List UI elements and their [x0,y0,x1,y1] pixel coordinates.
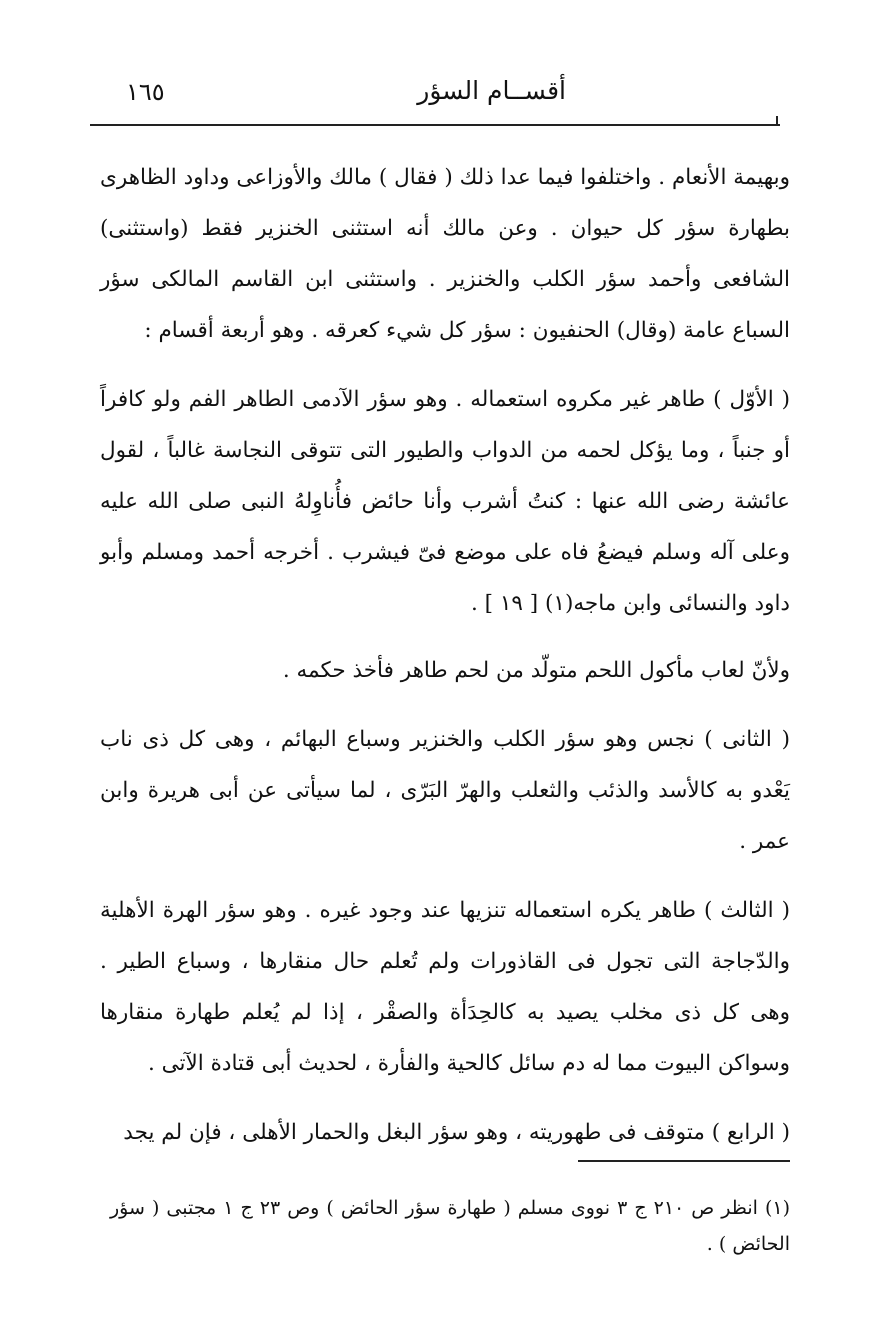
paragraph-fourth-category: ( الرابع ) متوقف فى طهوريته ، وهو سؤر البغل والحمار الأهلى ، فإن لم يجد [123,1120,790,1145]
page-header [96,72,786,116]
paragraph-first-category: ( الأوّل ) طاهر غير مكروه استعماله . وهو سؤر الآدمى الطاهر الفم ولو كافراً أو جنباً ، وما يؤكل لحمه من الدواب والطيور التى تتوقى النجاسة غالباً ، لقول عائشة رضى الله عنها : كنتُ أشرب وأنا حائض فأُناوِلهُ النبى صلى الله عليه وعلى آله وسلم فيضعُ فاه على موضع فىّ فيشرب . أخرجه أحمد ومسلم وأبو داود والنسائى وابن ماجه(١) [ ١٩ ] . [100,387,790,616]
page-number: ١٦٥ [126,78,165,106]
running-title: أقســام السؤر [417,76,566,105]
paragraph-intro: وبهيمة الأنعام . واختلفوا فيما عدا ذلك ( فقال ) مالك والأوزاعى وداود الظاهرى بطهارة سؤر كل حيوان . وعن مالك أنه استثنى الخنزير فقط (واستثنى) الشافعى وأحمد سؤر الكلب والخنزير . واستثنى ابن القاسم المالكى سؤر السباع عامة (وقال) الحنفيون : سؤر كل شيء كعرقه . وهو أربعة أقسام : [100,165,790,343]
paragraph-second-category: ( الثانى ) نجس وهو سؤر الكلب والخنزير وسباع البهائم ، وهى كل ذى ناب يَعْدو به كالأسد والذئب والثعلب والهرّ البَرّى ، لما سيأتى عن أبى هريرة وابن عمر . [100,727,790,854]
paragraph-third-category: ( الثالث ) طاهر يكره استعماله تنزيها عند وجود غيره . وهو سؤر الهرة الأهلية والدّجاجة التى تجول فى القاذورات ولم تُعلم حال منقارها ، وسباع الطير . وهى كل ذى مخلب يصيد به كالحِدَأة والصقْر ، إذا لم يُعلم طهارة منقارها وسواكن البيوت مما له دم سائل كالحية والفأرة ، لحديث أبى قتادة الآتى . [100,898,790,1076]
header-rule [90,124,780,126]
paragraph-saliva-note: ولأنّ لعاب مأكول اللحم متولّد من لحم طاهر فأخذ حكمه . [282,658,790,683]
footnotes [110,1190,790,1262]
header-rule-tick [776,116,778,126]
footnote-rule [578,1160,790,1162]
main-text [100,152,790,1158]
footnote-1: (١) انظر ص ٢١٠ ج ٣ نووى مسلم ( طهارة سؤر الحائض ) وص ٢٣ ج ١ مجتبى ( سؤر الحائض ) . [110,1197,791,1255]
